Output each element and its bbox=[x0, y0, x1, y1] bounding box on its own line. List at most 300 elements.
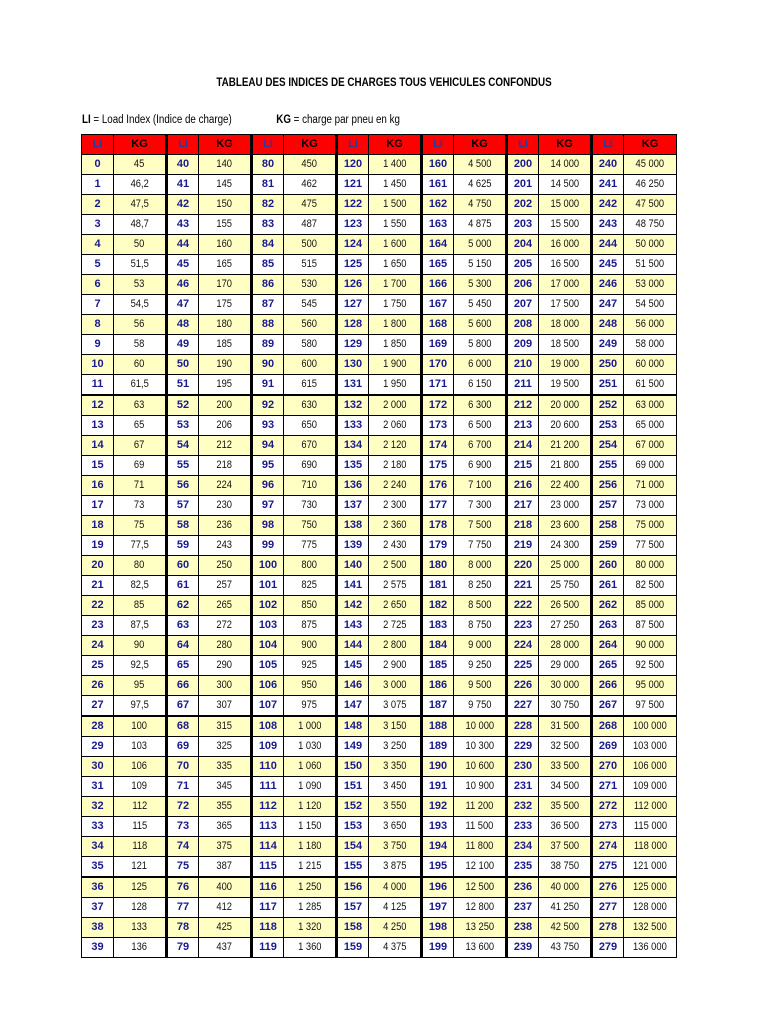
load-index-cell: 85 bbox=[252, 255, 284, 275]
kg-value-cell bbox=[284, 335, 337, 355]
load-index-cell: 76 bbox=[167, 877, 199, 898]
kg-value: 100 000 bbox=[633, 720, 667, 732]
load-index-cell: 98 bbox=[252, 516, 284, 536]
load-index-cell: 22 bbox=[82, 596, 114, 616]
load-index-cell: 6 bbox=[82, 275, 114, 295]
kg-value-cell bbox=[624, 656, 677, 676]
load-index-cell: 225 bbox=[507, 656, 539, 676]
kg-value-cell bbox=[454, 737, 507, 757]
load-index-cell: 25 bbox=[82, 656, 114, 676]
kg-value: 212 bbox=[216, 439, 233, 451]
table-row bbox=[82, 716, 677, 737]
kg-value: 92,5 bbox=[130, 659, 149, 671]
kg-value-cell bbox=[624, 797, 677, 817]
header-li: LI bbox=[592, 135, 624, 155]
load-index-cell: 106 bbox=[252, 676, 284, 696]
load-index-cell: 136 bbox=[337, 476, 369, 496]
load-index-cell: 221 bbox=[507, 576, 539, 596]
kg-value-cell bbox=[114, 616, 167, 636]
kg-value-cell bbox=[539, 476, 592, 496]
load-index-cell: 177 bbox=[422, 496, 454, 516]
load-index-cell: 23 bbox=[82, 616, 114, 636]
load-index-cell: 82 bbox=[252, 195, 284, 215]
kg-value-cell bbox=[539, 556, 592, 576]
kg-value: 218 bbox=[216, 459, 233, 471]
kg-value: 133 bbox=[131, 921, 148, 933]
load-index-cell: 68 bbox=[167, 716, 199, 737]
load-index-cell: 17 bbox=[82, 496, 114, 516]
kg-value-cell bbox=[199, 335, 252, 355]
kg-value: 615 bbox=[301, 378, 318, 390]
load-index-cell: 231 bbox=[507, 777, 539, 797]
load-index-cell: 204 bbox=[507, 235, 539, 255]
kg-value-cell bbox=[114, 898, 167, 918]
kg-value-cell bbox=[199, 636, 252, 656]
kg-value-cell bbox=[114, 757, 167, 777]
kg-value-cell bbox=[114, 516, 167, 536]
load-index-cell: 248 bbox=[592, 315, 624, 335]
kg-value: 300 bbox=[216, 679, 233, 691]
kg-value: 257 bbox=[216, 579, 233, 591]
kg-value-cell bbox=[369, 416, 422, 436]
load-index-cell: 188 bbox=[422, 716, 454, 737]
legend-li-key: LI bbox=[82, 114, 91, 126]
load-index-cell: 272 bbox=[592, 797, 624, 817]
load-index-cell: 146 bbox=[337, 676, 369, 696]
load-index-cell: 218 bbox=[507, 516, 539, 536]
kg-value: 65 000 bbox=[635, 419, 665, 431]
load-index-cell: 227 bbox=[507, 696, 539, 717]
kg-value-cell bbox=[454, 536, 507, 556]
kg-value: 67 000 bbox=[635, 439, 665, 451]
header-li: LI bbox=[167, 135, 199, 155]
kg-value-cell bbox=[199, 476, 252, 496]
load-index-cell: 174 bbox=[422, 436, 454, 456]
table-row bbox=[82, 536, 677, 556]
kg-value: 37 500 bbox=[550, 840, 579, 852]
kg-value-cell bbox=[454, 295, 507, 315]
kg-value-cell bbox=[114, 797, 167, 817]
kg-value: 29 000 bbox=[550, 659, 579, 671]
table-row bbox=[82, 255, 677, 275]
load-index-cell: 171 bbox=[422, 375, 454, 396]
kg-value: 1 450 bbox=[382, 178, 407, 190]
kg-value: 155 bbox=[216, 218, 233, 230]
load-index-cell: 250 bbox=[592, 355, 624, 375]
kg-value: 335 bbox=[216, 760, 233, 772]
kg-value-cell bbox=[284, 215, 337, 235]
kg-value: 1 900 bbox=[382, 358, 407, 370]
load-index-cell: 13 bbox=[82, 416, 114, 436]
kg-value: 106 000 bbox=[633, 760, 667, 772]
table-row bbox=[82, 898, 677, 918]
kg-value-cell bbox=[454, 395, 507, 416]
load-index-cell: 119 bbox=[252, 938, 284, 958]
kg-value: 71 000 bbox=[635, 479, 665, 491]
kg-value: 412 bbox=[216, 901, 233, 913]
header-li: LI bbox=[337, 135, 369, 155]
load-index-cell: 191 bbox=[422, 777, 454, 797]
kg-value: 3 250 bbox=[382, 740, 407, 752]
load-index-cell: 155 bbox=[337, 857, 369, 878]
load-index-cell: 122 bbox=[337, 195, 369, 215]
kg-value: 185 bbox=[216, 338, 233, 350]
load-index-cell: 120 bbox=[337, 155, 369, 175]
kg-value: 272 bbox=[216, 619, 233, 631]
kg-value: 87 500 bbox=[635, 619, 665, 631]
kg-value: 4 625 bbox=[467, 178, 492, 190]
kg-value-cell bbox=[454, 636, 507, 656]
kg-value: 56 000 bbox=[635, 318, 665, 330]
load-index-cell: 5 bbox=[82, 255, 114, 275]
kg-value: 1 030 bbox=[297, 740, 322, 752]
kg-value: 95 000 bbox=[635, 679, 665, 691]
load-index-cell: 130 bbox=[337, 355, 369, 375]
kg-value-cell bbox=[624, 877, 677, 898]
kg-value: 48,7 bbox=[130, 218, 149, 230]
kg-value-cell bbox=[624, 596, 677, 616]
kg-value: 73 bbox=[134, 499, 145, 511]
table-row bbox=[82, 636, 677, 656]
kg-value-cell bbox=[539, 877, 592, 898]
kg-value-cell bbox=[624, 536, 677, 556]
kg-value-cell bbox=[624, 275, 677, 295]
kg-value-cell bbox=[624, 375, 677, 396]
kg-value: 40 000 bbox=[550, 881, 579, 893]
kg-value-cell bbox=[624, 215, 677, 235]
table-row bbox=[82, 456, 677, 476]
load-index-cell: 94 bbox=[252, 436, 284, 456]
kg-value-cell bbox=[199, 837, 252, 857]
kg-value: 170 bbox=[216, 278, 233, 290]
load-index-cell: 257 bbox=[592, 496, 624, 516]
load-index-cell: 27 bbox=[82, 696, 114, 717]
kg-value-cell bbox=[199, 536, 252, 556]
kg-value: 97,5 bbox=[130, 699, 149, 711]
kg-value: 560 bbox=[301, 318, 318, 330]
load-index-cell: 51 bbox=[167, 375, 199, 396]
load-index-cell: 160 bbox=[422, 155, 454, 175]
load-index-cell: 193 bbox=[422, 817, 454, 837]
load-index-cell: 32 bbox=[82, 797, 114, 817]
page-title: TABLEAU DES INDICES DE CHARGES TOUS VEHICULES CONFONDUS bbox=[216, 75, 552, 89]
kg-value-cell bbox=[114, 295, 167, 315]
kg-value-cell bbox=[284, 616, 337, 636]
load-index-cell: 173 bbox=[422, 416, 454, 436]
kg-value-cell bbox=[369, 335, 422, 355]
kg-value: 1 320 bbox=[297, 921, 322, 933]
load-index-cell: 18 bbox=[82, 516, 114, 536]
load-index-cell: 38 bbox=[82, 918, 114, 938]
kg-value: 140 bbox=[216, 158, 233, 170]
kg-value-cell bbox=[624, 576, 677, 596]
kg-value-cell bbox=[624, 395, 677, 416]
load-index-cell: 256 bbox=[592, 476, 624, 496]
kg-value: 60 000 bbox=[635, 358, 665, 370]
table-row bbox=[82, 436, 677, 456]
kg-value: 112 000 bbox=[633, 800, 667, 812]
kg-value-cell bbox=[369, 436, 422, 456]
kg-value: 280 bbox=[216, 639, 233, 651]
load-index-cell: 157 bbox=[337, 898, 369, 918]
load-index-cell: 24 bbox=[82, 636, 114, 656]
kg-value-cell bbox=[624, 716, 677, 737]
kg-value-cell bbox=[539, 235, 592, 255]
kg-value-cell bbox=[454, 817, 507, 837]
load-index-cell: 168 bbox=[422, 315, 454, 335]
kg-value: 43 750 bbox=[550, 941, 579, 953]
kg-value: 515 bbox=[301, 258, 318, 270]
kg-value-cell bbox=[454, 315, 507, 335]
kg-value: 58 000 bbox=[635, 338, 665, 350]
kg-value-cell bbox=[624, 195, 677, 215]
table-row bbox=[82, 556, 677, 576]
kg-value: 51,5 bbox=[130, 258, 149, 270]
kg-value: 58 bbox=[134, 338, 145, 350]
load-index-cell: 159 bbox=[337, 938, 369, 958]
load-index-cell: 239 bbox=[507, 938, 539, 958]
load-index-cell: 245 bbox=[592, 255, 624, 275]
load-index-cell: 135 bbox=[337, 456, 369, 476]
load-index-cell: 80 bbox=[252, 155, 284, 175]
kg-value-cell bbox=[284, 918, 337, 938]
kg-value-cell bbox=[624, 175, 677, 195]
load-index-cell: 276 bbox=[592, 877, 624, 898]
load-index-cell: 246 bbox=[592, 275, 624, 295]
kg-value: 6 700 bbox=[467, 439, 492, 451]
kg-value: 63 000 bbox=[635, 399, 665, 411]
kg-value: 42 500 bbox=[550, 921, 579, 933]
load-index-cell: 48 bbox=[167, 315, 199, 335]
load-index-cell: 81 bbox=[252, 175, 284, 195]
kg-value-cell bbox=[199, 757, 252, 777]
load-index-cell: 182 bbox=[422, 596, 454, 616]
kg-value-cell bbox=[199, 556, 252, 576]
kg-value-cell bbox=[624, 777, 677, 797]
load-index-cell: 115 bbox=[252, 857, 284, 878]
kg-value: 46 250 bbox=[635, 178, 665, 190]
kg-value: 50 bbox=[134, 238, 145, 250]
kg-value: 8 250 bbox=[467, 579, 492, 591]
load-index-cell: 216 bbox=[507, 476, 539, 496]
load-index-cell: 198 bbox=[422, 918, 454, 938]
load-index-cell: 117 bbox=[252, 898, 284, 918]
kg-value: 109 bbox=[131, 780, 148, 792]
load-index-cell: 164 bbox=[422, 235, 454, 255]
kg-value-cell bbox=[199, 496, 252, 516]
table-row bbox=[82, 576, 677, 596]
kg-value-cell bbox=[114, 235, 167, 255]
header-kg: KG bbox=[539, 135, 592, 155]
table-row bbox=[82, 416, 677, 436]
load-index-cell: 3 bbox=[82, 215, 114, 235]
load-index-cell: 228 bbox=[507, 716, 539, 737]
kg-value-cell bbox=[199, 676, 252, 696]
kg-value-cell bbox=[114, 395, 167, 416]
kg-value: 10 300 bbox=[465, 740, 494, 752]
kg-value: 32 500 bbox=[550, 740, 579, 752]
kg-value-cell bbox=[369, 877, 422, 898]
kg-value-cell bbox=[199, 696, 252, 717]
kg-value: 6 900 bbox=[467, 459, 492, 471]
kg-value-cell bbox=[369, 777, 422, 797]
kg-value: 4 750 bbox=[467, 198, 492, 210]
kg-value: 7 750 bbox=[467, 539, 492, 551]
kg-value-cell bbox=[369, 235, 422, 255]
load-index-cell: 279 bbox=[592, 938, 624, 958]
kg-value-cell bbox=[284, 656, 337, 676]
load-index-cell: 14 bbox=[82, 436, 114, 456]
kg-value: 160 bbox=[216, 238, 233, 250]
load-index-cell: 186 bbox=[422, 676, 454, 696]
load-index-cell: 88 bbox=[252, 315, 284, 335]
load-index-cell: 241 bbox=[592, 175, 624, 195]
kg-value: 14 500 bbox=[550, 178, 579, 190]
load-index-cell: 214 bbox=[507, 436, 539, 456]
kg-value: 2 360 bbox=[382, 519, 407, 531]
kg-value: 69 bbox=[134, 459, 145, 471]
load-index-cell: 254 bbox=[592, 436, 624, 456]
kg-value-cell bbox=[624, 456, 677, 476]
load-index-cell: 144 bbox=[337, 636, 369, 656]
kg-value-cell bbox=[624, 295, 677, 315]
table-row bbox=[82, 335, 677, 355]
kg-value: 2 180 bbox=[382, 459, 407, 471]
load-index-cell: 278 bbox=[592, 918, 624, 938]
load-index-cell: 212 bbox=[507, 395, 539, 416]
kg-value-cell bbox=[539, 516, 592, 536]
kg-value-cell bbox=[369, 817, 422, 837]
kg-value: 51 500 bbox=[635, 258, 665, 270]
kg-value-cell bbox=[624, 155, 677, 175]
kg-value: 35 500 bbox=[550, 800, 579, 812]
load-index-cell: 102 bbox=[252, 596, 284, 616]
kg-value: 500 bbox=[301, 238, 318, 250]
load-index-cell: 208 bbox=[507, 315, 539, 335]
kg-value-cell bbox=[284, 175, 337, 195]
legend-li-text: = Load Index (Indice de charge) bbox=[90, 114, 232, 126]
kg-value-cell bbox=[454, 696, 507, 717]
load-index-cell: 167 bbox=[422, 295, 454, 315]
kg-value-cell bbox=[454, 716, 507, 737]
kg-value-cell bbox=[284, 275, 337, 295]
load-index-cell: 176 bbox=[422, 476, 454, 496]
kg-value: 1 120 bbox=[297, 800, 322, 812]
kg-value-cell bbox=[624, 235, 677, 255]
load-index-table bbox=[81, 134, 677, 958]
kg-value-cell bbox=[199, 375, 252, 396]
load-index-cell: 105 bbox=[252, 656, 284, 676]
load-index-cell: 10 bbox=[82, 355, 114, 375]
kg-value-cell bbox=[369, 155, 422, 175]
kg-value: 16 500 bbox=[550, 258, 579, 270]
load-index-cell: 138 bbox=[337, 516, 369, 536]
load-index-cell: 69 bbox=[167, 737, 199, 757]
load-index-cell: 108 bbox=[252, 716, 284, 737]
load-index-cell: 133 bbox=[337, 416, 369, 436]
load-index-cell: 30 bbox=[82, 757, 114, 777]
table-row bbox=[82, 155, 677, 175]
kg-value-cell bbox=[114, 255, 167, 275]
kg-value-cell bbox=[539, 596, 592, 616]
kg-value: 3 750 bbox=[382, 840, 407, 852]
load-index-cell: 46 bbox=[167, 275, 199, 295]
kg-value: 118 000 bbox=[633, 840, 667, 852]
load-index-cell: 264 bbox=[592, 636, 624, 656]
kg-value-cell bbox=[114, 476, 167, 496]
load-index-cell: 93 bbox=[252, 416, 284, 436]
kg-value-cell bbox=[369, 898, 422, 918]
load-index-cell: 86 bbox=[252, 275, 284, 295]
kg-value-cell bbox=[539, 195, 592, 215]
kg-value-cell bbox=[114, 918, 167, 938]
kg-value: 87,5 bbox=[130, 619, 149, 631]
load-index-cell: 237 bbox=[507, 898, 539, 918]
kg-value-cell bbox=[539, 375, 592, 396]
kg-value: 100 bbox=[131, 720, 148, 732]
kg-value-cell bbox=[114, 737, 167, 757]
kg-value: 7 300 bbox=[467, 499, 492, 511]
kg-value-cell bbox=[369, 175, 422, 195]
kg-value-cell bbox=[114, 215, 167, 235]
kg-value: 75 bbox=[134, 519, 145, 531]
kg-value-cell bbox=[199, 275, 252, 295]
load-index-cell: 43 bbox=[167, 215, 199, 235]
kg-value-cell bbox=[199, 436, 252, 456]
kg-value-cell bbox=[454, 616, 507, 636]
kg-value: 180 bbox=[216, 318, 233, 330]
kg-value: 4 250 bbox=[382, 921, 407, 933]
load-index-cell: 149 bbox=[337, 737, 369, 757]
kg-value-cell bbox=[624, 496, 677, 516]
kg-value-cell bbox=[454, 757, 507, 777]
load-index-cell: 52 bbox=[167, 395, 199, 416]
kg-value-cell bbox=[369, 395, 422, 416]
kg-value: 1 950 bbox=[382, 378, 407, 390]
kg-value-cell bbox=[114, 676, 167, 696]
kg-value-cell bbox=[454, 857, 507, 878]
load-index-cell: 154 bbox=[337, 837, 369, 857]
kg-value-cell bbox=[539, 938, 592, 958]
kg-value-cell bbox=[369, 275, 422, 295]
load-index-cell: 63 bbox=[167, 616, 199, 636]
kg-value-cell bbox=[284, 295, 337, 315]
kg-value-cell bbox=[284, 877, 337, 898]
kg-value: 375 bbox=[216, 840, 233, 852]
kg-value: 128 bbox=[131, 901, 148, 913]
kg-value-cell bbox=[369, 576, 422, 596]
load-index-cell: 114 bbox=[252, 837, 284, 857]
kg-value: 30 000 bbox=[550, 679, 579, 691]
kg-value: 1 150 bbox=[297, 820, 322, 832]
kg-value: 125 bbox=[131, 881, 148, 893]
kg-value: 6 300 bbox=[467, 399, 492, 411]
header-kg: KG bbox=[284, 135, 337, 155]
load-index-cell: 197 bbox=[422, 898, 454, 918]
load-index-cell: 189 bbox=[422, 737, 454, 757]
kg-value: 67 bbox=[134, 439, 145, 451]
kg-value-cell bbox=[624, 315, 677, 335]
kg-value-cell bbox=[284, 355, 337, 375]
load-index-cell: 224 bbox=[507, 636, 539, 656]
table-row bbox=[82, 235, 677, 255]
load-index-cell: 207 bbox=[507, 295, 539, 315]
table-row bbox=[82, 275, 677, 295]
kg-value-cell bbox=[539, 616, 592, 636]
table-row bbox=[82, 476, 677, 496]
load-index-cell: 99 bbox=[252, 536, 284, 556]
kg-value-cell bbox=[284, 155, 337, 175]
